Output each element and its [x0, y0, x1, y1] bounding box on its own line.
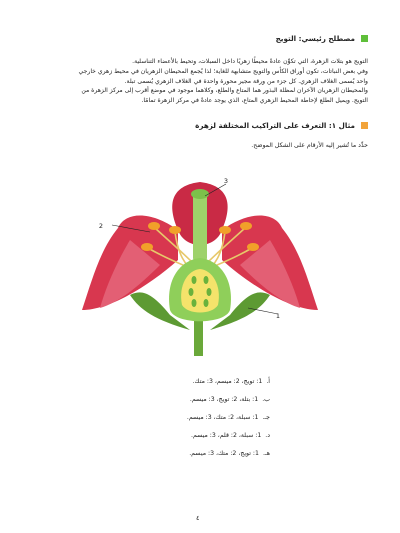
label-3: 3 [223, 177, 228, 185]
key-term-heading [276, 34, 368, 43]
example-title: مثال ١: التعرف على التراكيب المختلفة لزهرة [195, 121, 355, 130]
option-d[interactable]: د. 1: سبلة، 2: قلم، 3: ميسم. [191, 432, 270, 439]
paragraph-line: والمحيطان الزهريان الآخران لمظلة البذور هما المتاع والطلع، وكلاهما موجود في موضع أقرب إلى مركز الزهرة من [81, 87, 368, 95]
stem [194, 320, 203, 356]
green-square-icon [361, 35, 368, 42]
option-c[interactable]: جـ. 1: سبلة، 2: متك، 3: ميسم. [186, 414, 270, 421]
paragraph-line: التويج هو بتلات الزهرة، التي تكوِّن عادةً محيطًا زهريًا داخل السبلات، وتحيط بالأعضاء التناسلية. [132, 58, 368, 65]
label-2: 2 [98, 222, 103, 230]
paragraph-line: واحد يُسمى الغلاف الزهري. كل جزء من ورقة مجير محورة واحدة في الغلاف الزهري يُسمى تبلة. [124, 77, 368, 85]
key-term-title: مصطلح رئيسي: التويج [275, 34, 355, 43]
paragraph-line: التويج. ويميل الطلع لإحاطة المحيط الزهري المتاع، الذي يوجد عادةً في مركز الزهرة تمامًا. [141, 97, 368, 105]
page-number: ٤ [196, 514, 200, 522]
paragraph-line: وفي بعض النباتات، تكون أوراق الكأس والتويج متشابهة للغاية؛ لذا يُجمع المحيطان الزهريان في محيط زهري خارجي [78, 67, 368, 75]
orange-square-icon [361, 122, 368, 129]
answer-options [187, 378, 270, 468]
definition-paragraph [28, 57, 368, 106]
option-a[interactable]: أ. 1: تويج، 2: ميسم، 3: متك. [192, 378, 270, 385]
flower-diagram [0, 170, 400, 360]
example-heading [195, 121, 368, 130]
option-e[interactable]: هـ. 1: تويج، 2: متك، 3: ميسم. [189, 450, 270, 457]
question-prompt: حدِّد ما تُشير إليه الأرقام على الشكل الموضح. [251, 142, 368, 149]
label-1: 1 [275, 312, 280, 320]
style [193, 192, 207, 262]
stigma [191, 189, 209, 199]
option-b[interactable]: ب. 1: بتلة، 2: تويج، 3: ميسم. [189, 396, 270, 403]
